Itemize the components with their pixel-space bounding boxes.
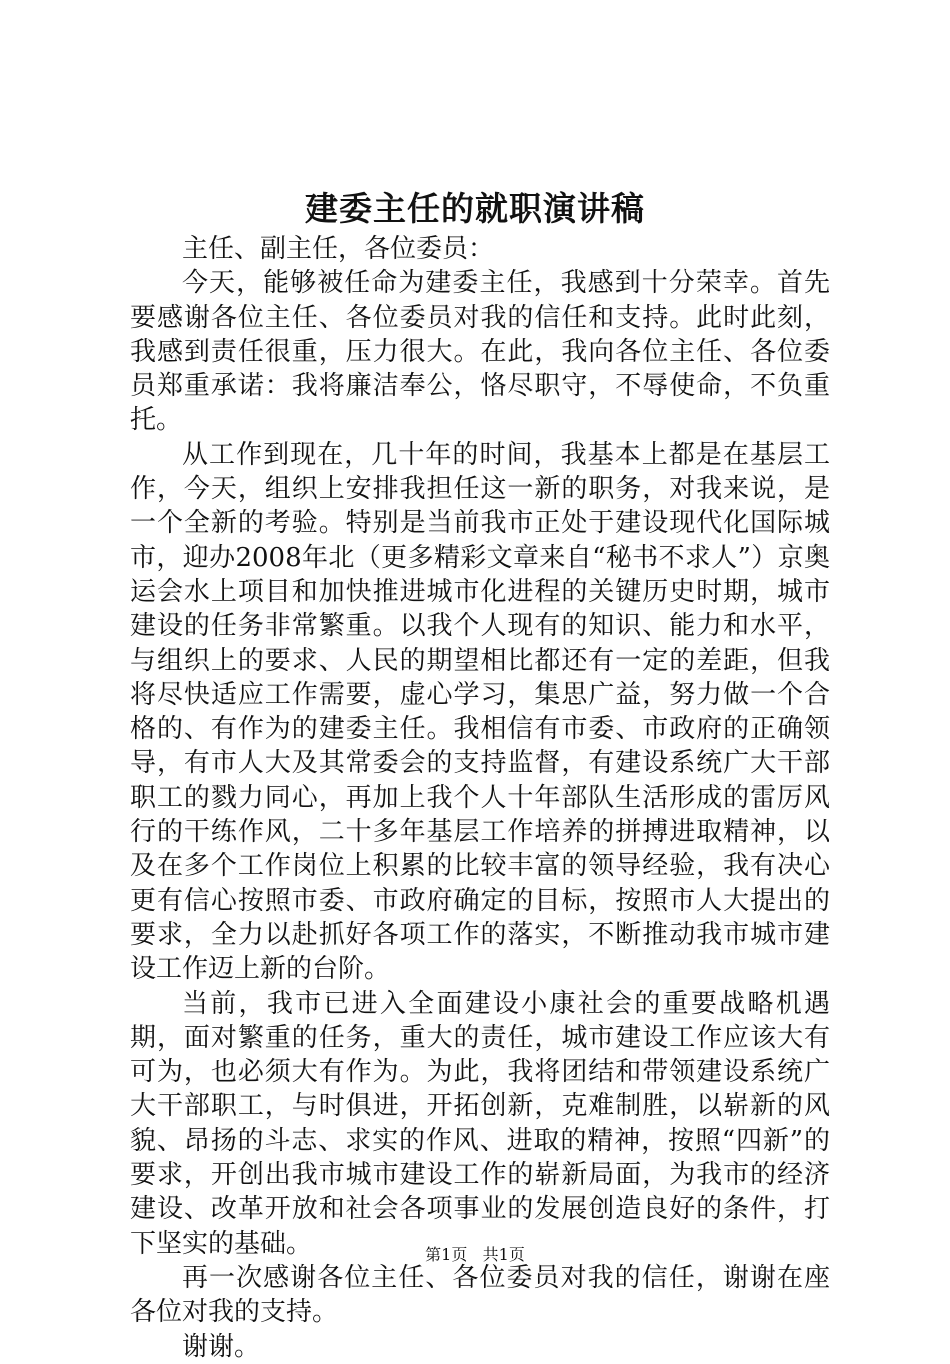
page-number-label: 第1页	[425, 1245, 468, 1264]
body-paragraph-4: 再一次感谢各位主任、各位委员对我的信任，谢谢在座各位对我的支持。	[130, 1262, 830, 1328]
body-paragraph-3: 当前，我市已进入全面建设小康社会的重要战略机遇期，面对繁重的任务，重大的责任，城市建设工作应该大有可为，也必须大有作为。为此，我将团结和带领建设系统广大干部职工，与时俱进，开拓创新，克难制胜，以崭新的风貌、昂扬的斗志、求实的作风、进取的精神，按照“四新”的要求，开创出我市城市建设工作的崭新局面，为我市的经济建设、改革开放和社会各项事业的发展创造良好的条件，打下坚实的基础。	[130, 988, 830, 1259]
document-body	[130, 232, 830, 1364]
page-footer	[0, 1244, 950, 1266]
closing-paragraph: 谢谢。	[182, 1331, 261, 1362]
body-paragraph-1: 今天，能够被任命为建委主任，我感到十分荣幸。首先要感谢各位主任、各位委员对我的信任和支持。此时此刻，我感到责任很重，压力很大。在此，我向各位主任、各位委员郑重承诺：我将廉洁奉公，恪尽职守，不辱使命，不负重托。	[130, 268, 830, 436]
body-paragraph-2: 从工作到现在，几十年的时间，我基本上都是在基层工作，今天，组织上安排我担任这一新的职务，对我来说，是一个全新的考验。特别是当前我市正处于建设现代化国际城市，迎办2008年北（更多精彩文章来自“秘书不求人”）京奥运会水上项目和加快推进城市化进程的关键历史时期，城市建设的任务非常繁重。以我个人现有的知识、能力和水平，与组织上的要求、人民的期望相比都还有一定的差距，但我将尽快适应工作需要，虚心学习，集思广益，努力做一个合格的、有作为的建委主任。我相信有市委、市政府的正确领导，有市人大及其常委会的支持监督，有建设系统广大干部职工的戮力同心，再加上我个人十年部队生活形成的雷厉风行的干练作风，二十多年基层工作培养的拼搏进取精神，以及在多个工作岗位上积累的比较丰富的领导经验，我有决心更有信心按照市委、市政府确定的目标，按照市人大提出的要求，全力以赴抓好各项工作的落实，不断推动我市城市建设工作迈上新的台阶。	[130, 439, 830, 985]
page-total-label: 共1页	[482, 1245, 525, 1264]
document-title: 建委主任的就职演讲稿	[305, 189, 645, 228]
salutation-paragraph: 主任、副主任，各位委员：	[182, 234, 495, 264]
